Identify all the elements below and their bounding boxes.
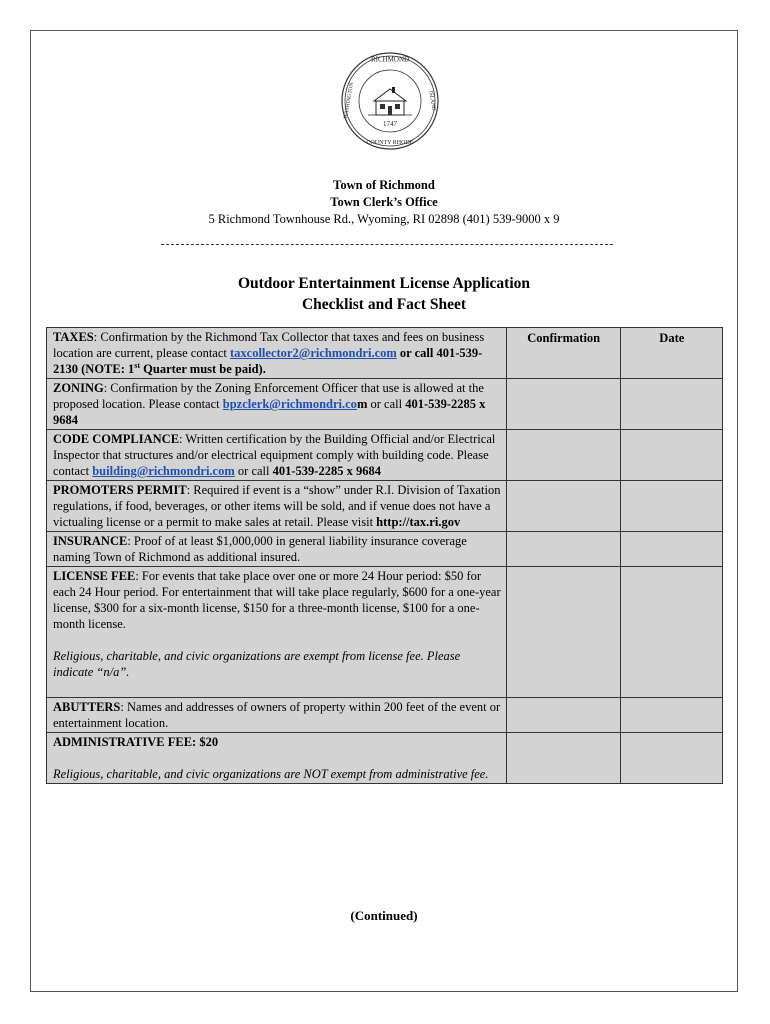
confirmation-cell[interactable] xyxy=(506,567,620,698)
town-name: Town of Richmond xyxy=(333,178,435,192)
admin-fee-cell xyxy=(47,733,507,784)
taxcollector-email-link[interactable]: taxcollector2@richmondri.com xyxy=(230,346,397,360)
bpzclerk-email-link[interactable]: bpzclerk@richmondri.co xyxy=(222,397,357,411)
confirmation-cell[interactable] xyxy=(506,430,620,481)
date-cell[interactable] xyxy=(620,698,722,733)
date-cell[interactable] xyxy=(620,733,722,784)
date-cell[interactable] xyxy=(620,532,722,567)
code-compliance-cell xyxy=(47,430,507,481)
abutters-cell xyxy=(47,698,507,733)
header-block xyxy=(31,177,737,228)
confirmation-cell[interactable] xyxy=(506,481,620,532)
date-cell[interactable] xyxy=(620,430,722,481)
document-page xyxy=(30,30,738,992)
table-row xyxy=(47,532,723,567)
table-row xyxy=(47,379,723,430)
zoning-call-text: or call xyxy=(367,397,406,411)
date-cell[interactable] xyxy=(620,379,722,430)
abutters-text: : Names and addresses of owners of property within 200 feet of the event or entertainment location. xyxy=(53,700,501,730)
admin-fee-label: ADMINISTRATIVE FEE xyxy=(53,735,193,749)
admin-fee-amount: : $20 xyxy=(192,735,219,749)
confirmation-cell[interactable] xyxy=(506,698,620,733)
seal-right-text: ISLAND xyxy=(427,90,437,112)
town-seal-logo xyxy=(340,51,440,151)
office-address: 5 Richmond Townhouse Rd., Wyoming, RI 02898 (401) 539-9000 x 9 xyxy=(208,212,560,226)
insurance-cell xyxy=(47,532,507,567)
confirmation-cell[interactable] xyxy=(506,379,620,430)
title-line-2: Checklist and Fact Sheet xyxy=(301,296,467,313)
insurance-text: : Proof of at least $1,000,000 in general liability insurance coverage naming Town of Richmond as additional insured. xyxy=(53,534,467,564)
building-email-link[interactable]: building@richmondri.com xyxy=(92,464,235,478)
tax-website-link[interactable]: http://tax.ri.gov xyxy=(376,515,461,529)
seal-bottom-text: COUNTY RHODE xyxy=(366,140,414,146)
date-cell[interactable] xyxy=(620,481,722,532)
table-row xyxy=(47,567,723,698)
title-line-1: Outdoor Entertainment License Application xyxy=(237,275,531,292)
license-fee-label: LICENSE FEE xyxy=(53,569,136,583)
code-compliance-label: CODE COMPLIANCE xyxy=(53,432,180,446)
date-cell[interactable] xyxy=(620,567,722,698)
zoning-text: : Confirmation by the Zoning Enforcement Officer that use is allowed at the proposed location. Please contact xyxy=(53,381,484,411)
zoning-cell xyxy=(47,379,507,430)
promoters-permit-text: : Required if event is a “show” under R.I. Division of Taxation regulations, if food, beverages, or other items will be sold, and if venue does not have a victualing license or a permit to make sales at retail. Please visit xyxy=(53,483,501,529)
license-fee-note: Religious, charitable, and civic organizations are exempt from license fee. Please indicate “n/a”. xyxy=(53,649,461,679)
zoning-label: ZONING xyxy=(53,381,104,395)
seal-year: 1747 xyxy=(383,120,397,128)
checklist-table xyxy=(46,327,723,784)
table-row xyxy=(47,328,723,379)
document-title xyxy=(31,273,737,315)
office-name: Town Clerk’s Office xyxy=(330,195,438,209)
license-fee-text: : For events that take place over one or more 24 Hour period: $50 for each 24 Hour period. For entertainment that will take place regularly, $600 for a one-year license, $300 for a six-month license, $150 for a three-month license, $100 for a one-month license. xyxy=(53,569,501,631)
taxes-call-text: or call 401-539-2130 (NOTE: 1 xyxy=(53,346,483,376)
table-row xyxy=(47,481,723,532)
table-row xyxy=(47,698,723,733)
spacer xyxy=(53,750,501,766)
confirmation-cell[interactable] xyxy=(506,532,620,567)
code-call-text: or call xyxy=(234,464,273,478)
confirmation-header: Confirmation xyxy=(506,328,620,379)
date-header: Date xyxy=(620,328,722,379)
abutters-label: ABUTTERS xyxy=(53,700,121,714)
taxes-label: TAXES xyxy=(53,330,94,344)
zoning-phone: 401-539-2285 x 9684 xyxy=(53,397,486,427)
spacer xyxy=(53,632,501,648)
promoters-permit-label: PROMOTERS PERMIT xyxy=(53,483,187,497)
spacer xyxy=(53,680,501,696)
insurance-label: INSURANCE xyxy=(53,534,128,548)
license-fee-cell xyxy=(47,567,507,698)
dashed-divider xyxy=(161,244,613,245)
taxes-text: : Confirmation by the Richmond Tax Collector that taxes and fees on business location are current, please contact xyxy=(53,330,485,360)
promoters-permit-cell xyxy=(47,481,507,532)
taxes-cell xyxy=(47,328,507,379)
table-row xyxy=(47,733,723,784)
taxes-note-text: Quarter must be paid). xyxy=(140,362,266,376)
zoning-email-tail: m xyxy=(356,397,368,411)
seal-left-text: WASHINGTON xyxy=(342,82,356,120)
code-phone: 401-539-2285 x 9684 xyxy=(272,464,381,478)
seal-top-text: RICHMOND xyxy=(370,55,410,64)
table-row xyxy=(47,430,723,481)
code-compliance-text: : Written certification by the Building Official and/or Electrical Inspector that structures and/or electrical equipment comply with building code. Please contact xyxy=(53,432,496,478)
admin-fee-note: Religious, charitable, and civic organizations are NOT exempt from administrative fee. xyxy=(53,767,489,781)
taxes-superscript: st xyxy=(134,360,141,370)
confirmation-cell[interactable] xyxy=(506,733,620,784)
continued-label: (Continued) xyxy=(350,908,418,923)
seal-graphic xyxy=(340,51,440,151)
